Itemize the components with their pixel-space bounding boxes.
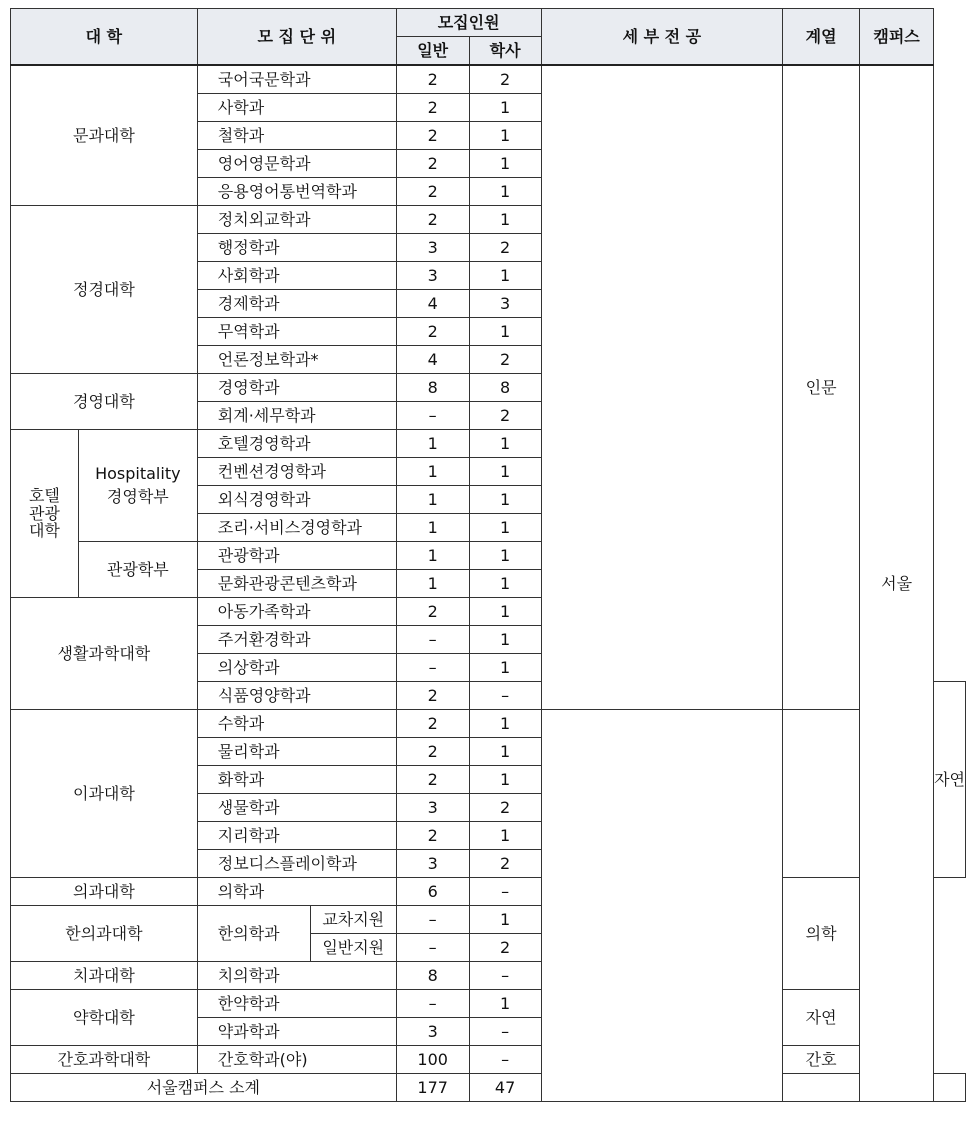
general-count: 2 [396, 122, 469, 150]
bachelor-count: 8 [469, 374, 541, 402]
general-count: 100 [396, 1046, 469, 1074]
dept-name: 호텔경영학과 [197, 430, 396, 458]
general-count: 3 [396, 1018, 469, 1046]
general-count: 3 [396, 262, 469, 290]
general-count: 2 [396, 318, 469, 346]
dept-name: 한약학과 [197, 990, 396, 1018]
general-count: 2 [396, 178, 469, 206]
bachelor-count: – [469, 962, 541, 990]
general-count: 2 [396, 766, 469, 794]
dept-name: 사학과 [197, 94, 396, 122]
sub-category: 일반지원 [310, 934, 396, 962]
general-count: 3 [396, 234, 469, 262]
bachelor-count: 2 [469, 65, 541, 94]
general-count: – [396, 906, 469, 934]
general-count: 6 [396, 878, 469, 906]
general-count: 8 [396, 962, 469, 990]
general-count: 4 [396, 346, 469, 374]
college-science: 이과대학 [11, 710, 198, 878]
header-major: 세 부 전 공 [541, 9, 783, 66]
general-count: 1 [396, 570, 469, 598]
general-count: 1 [396, 486, 469, 514]
division-tourism: 관광학부 [78, 542, 197, 598]
bachelor-count: 1 [469, 318, 541, 346]
college-humanities: 문과대학 [11, 65, 198, 206]
dept-name: 외식경영학과 [197, 486, 396, 514]
bachelor-count: 1 [469, 262, 541, 290]
bachelor-count: 1 [469, 486, 541, 514]
college-medicine: 의과대학 [11, 878, 198, 906]
dept-name: 철학과 [197, 122, 396, 150]
college-business: 경영대학 [11, 374, 198, 430]
field-natural: 자연 [934, 682, 966, 878]
header-general: 일반 [396, 37, 469, 66]
general-count: – [396, 402, 469, 430]
header-field: 계열 [783, 9, 860, 66]
general-count: 2 [396, 206, 469, 234]
dept-name: 아동가족학과 [197, 598, 396, 626]
general-count: – [396, 626, 469, 654]
bachelor-count: 1 [469, 766, 541, 794]
bachelor-count: 1 [469, 654, 541, 682]
subtotal-label: 서울캠퍼스 소계 [11, 1074, 397, 1102]
college-life: 생활과학대학 [11, 598, 198, 710]
field-humanities: 인문 [783, 65, 860, 710]
major-cell [783, 1074, 860, 1102]
bachelor-count: 1 [469, 570, 541, 598]
header-campus: 캠퍼스 [860, 9, 934, 66]
general-count: 2 [396, 65, 469, 94]
subtotal-bachelor: 47 [469, 1074, 541, 1102]
bachelor-count: 3 [469, 290, 541, 318]
field-medical: 의학 [783, 878, 860, 990]
dept-name: 생물학과 [197, 794, 396, 822]
general-count: 2 [396, 150, 469, 178]
bachelor-count: 2 [469, 346, 541, 374]
dept-name: 영어영문학과 [197, 150, 396, 178]
bachelor-count: – [469, 878, 541, 906]
bachelor-count: 2 [469, 794, 541, 822]
general-count: – [396, 934, 469, 962]
general-count: 1 [396, 514, 469, 542]
college-nursing: 간호과학대학 [11, 1046, 198, 1074]
general-count: 1 [396, 542, 469, 570]
subtotal-general: 177 [396, 1074, 469, 1102]
header-college: 대 학 [11, 9, 198, 66]
bachelor-count: 1 [469, 906, 541, 934]
dept-name: 언론정보학과* [197, 346, 396, 374]
general-count: 3 [396, 794, 469, 822]
admission-quota-table [10, 8, 966, 1102]
dept-name: 경제학과 [197, 290, 396, 318]
dept-name: 주거환경학과 [197, 626, 396, 654]
dept-name: 치의학과 [197, 962, 396, 990]
bachelor-count: – [469, 1046, 541, 1074]
bachelor-count: – [469, 682, 541, 710]
general-count: – [396, 654, 469, 682]
bachelor-count: 1 [469, 94, 541, 122]
dept-name: 수학과 [197, 710, 396, 738]
general-count: 8 [396, 374, 469, 402]
header-unit: 모 집 단 위 [197, 9, 396, 66]
dept-name: 국어국문학과 [197, 65, 396, 94]
bachelor-count: 1 [469, 822, 541, 850]
dept-name: 정보디스플레이학과 [197, 850, 396, 878]
bachelor-count: 1 [469, 738, 541, 766]
general-count: 2 [396, 822, 469, 850]
general-count: 2 [396, 94, 469, 122]
dept-name: 지리학과 [197, 822, 396, 850]
bachelor-count: 1 [469, 990, 541, 1018]
bachelor-count: 1 [469, 178, 541, 206]
bachelor-count: 1 [469, 150, 541, 178]
bachelor-count: 2 [469, 234, 541, 262]
college-dental: 치과대학 [11, 962, 198, 990]
dept-name: 사회학과 [197, 262, 396, 290]
field-cell-empty [934, 1074, 966, 1102]
general-count: 1 [396, 458, 469, 486]
bachelor-count: 1 [469, 458, 541, 486]
dept-name: 조리·서비스경영학과 [197, 514, 396, 542]
bachelor-count: 1 [469, 626, 541, 654]
bachelor-count: 1 [469, 206, 541, 234]
general-count: 2 [396, 710, 469, 738]
field-natural-pharmacy: 자연 [783, 990, 860, 1046]
dept-name: 회계·세무학과 [197, 402, 396, 430]
header-bachelor: 학사 [469, 37, 541, 66]
dept-name: 화학과 [197, 766, 396, 794]
dept-name: 간호학과(야) [197, 1046, 396, 1074]
dept-name: 컨벤션경영학과 [197, 458, 396, 486]
college-politics: 정경대학 [11, 206, 198, 374]
dept-name: 문화관광콘텐츠학과 [197, 570, 396, 598]
general-count: 2 [396, 598, 469, 626]
bachelor-count: 2 [469, 934, 541, 962]
field-nursing: 간호 [783, 1046, 860, 1074]
dept-name: 식품영양학과 [197, 682, 396, 710]
dept-name: 관광학과 [197, 542, 396, 570]
campus-cell: 서울 [860, 65, 934, 1102]
dept-name: 무역학과 [197, 318, 396, 346]
bachelor-count: 2 [469, 850, 541, 878]
college-hotel: 호텔 관광 대학 [11, 430, 79, 598]
dept-name: 행정학과 [197, 234, 396, 262]
dept-name: 약과학과 [197, 1018, 396, 1046]
bachelor-count: 1 [469, 122, 541, 150]
general-count: 2 [396, 738, 469, 766]
major-cell [541, 65, 783, 710]
dept-name: 한의학과 [197, 906, 310, 962]
major-cell [541, 710, 783, 1102]
bachelor-count: 2 [469, 402, 541, 430]
bachelor-count: 1 [469, 430, 541, 458]
dept-name: 응용영어통번역학과 [197, 178, 396, 206]
general-count: – [396, 990, 469, 1018]
dept-name: 물리학과 [197, 738, 396, 766]
college-pharmacy: 약학대학 [11, 990, 198, 1046]
general-count: 2 [396, 682, 469, 710]
general-count: 3 [396, 850, 469, 878]
dept-name: 경영학과 [197, 374, 396, 402]
bachelor-count: – [469, 1018, 541, 1046]
bachelor-count: 1 [469, 710, 541, 738]
general-count: 4 [396, 290, 469, 318]
division-hospitality: Hospitality 경영학부 [78, 430, 197, 542]
sub-category: 교차지원 [310, 906, 396, 934]
general-count: 1 [396, 430, 469, 458]
bachelor-count: 1 [469, 598, 541, 626]
dept-name: 의상학과 [197, 654, 396, 682]
header-quota: 모집인원 [396, 9, 541, 37]
bachelor-count: 1 [469, 542, 541, 570]
college-oriental: 한의과대학 [11, 906, 198, 962]
dept-name: 의학과 [197, 878, 396, 906]
dept-name: 정치외교학과 [197, 206, 396, 234]
bachelor-count: 1 [469, 514, 541, 542]
